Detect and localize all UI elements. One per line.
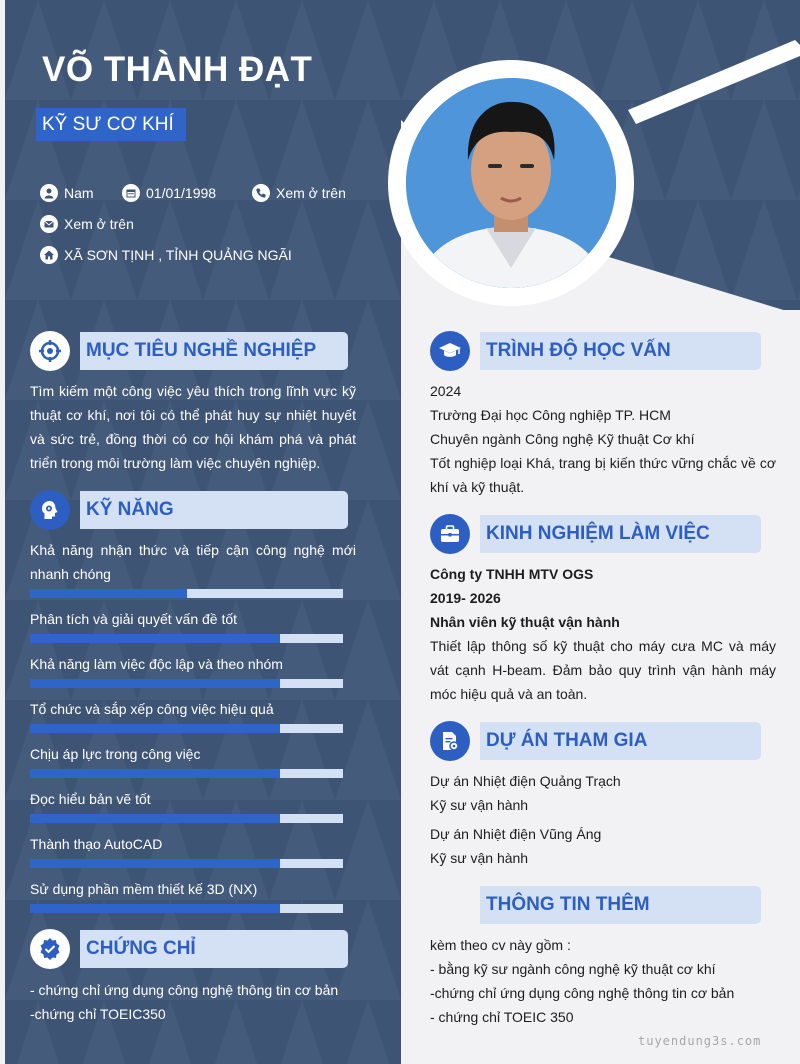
birthdate-row — [122, 184, 216, 202]
objective-header — [30, 331, 348, 371]
skill-name: Chịu áp lực trong công việc — [30, 746, 201, 762]
skills-header — [30, 490, 348, 530]
education-header — [430, 331, 761, 371]
skill-name: Thành thạo AutoCAD — [30, 836, 163, 852]
certificate-item: -chứng chỉ TOEIC350 — [30, 1006, 166, 1022]
project-role: Kỹ sư vận hành — [430, 850, 529, 866]
project-role: Kỹ sư vận hành — [430, 797, 529, 813]
skill-level-fill — [30, 724, 280, 733]
skill-level-fill — [30, 859, 280, 868]
phone-value: Xem ở trên — [276, 185, 346, 201]
experience-description: Thiết lập thông số kỹ thuật cho máy cưa MC và máy vát cạnh H-beam. Đảm bảo quy trình vận hành máy móc hiệu quả và an toàn. — [430, 638, 776, 702]
experience-company: Công ty TNHH MTV OGS — [430, 566, 594, 582]
skill-level-fill — [30, 769, 280, 778]
certificate-badge-icon — [30, 929, 70, 969]
portrait-illustration — [406, 78, 616, 288]
education-school: Trường Đại học Công nghiệp TP. HCM — [430, 407, 671, 423]
skill-level-bar — [30, 859, 343, 868]
skill-name: Tổ chức và sắp xếp công việc hiệu quả — [30, 701, 274, 717]
phone-row — [252, 184, 346, 202]
education-note: Tốt nghiệp loại Khá, trang bị kiến thức vững chắc về cơ khí và kỹ thuật. — [430, 455, 776, 495]
skill-name: Phân tích và giải quyết vấn đề tốt — [30, 611, 238, 627]
brain-gear-icon — [30, 490, 70, 530]
skill-level-bar — [30, 814, 343, 823]
skill-level-bar — [30, 904, 343, 913]
skill-level-bar — [30, 769, 343, 778]
projects-header — [430, 721, 761, 761]
additional-header — [430, 885, 761, 925]
education-year: 2024 — [430, 383, 462, 399]
certificates-heading: CHỨNG CHỈ — [80, 930, 348, 968]
certificate-item: - chứng chỉ ứng dụng công nghệ thông tin cơ bản — [30, 982, 339, 998]
address-value: XÃ SƠN TỊNH , TỈNH QUẢNG NGÃI — [64, 247, 292, 263]
skill-level-fill — [30, 814, 280, 823]
skill-level-bar — [30, 589, 343, 598]
email-icon — [40, 215, 58, 233]
skill-level-bar — [30, 724, 343, 733]
birthdate-value: 01/01/1998 — [146, 185, 217, 201]
skill-level-fill — [30, 679, 280, 688]
skill-level-fill — [30, 904, 280, 913]
additional-line: -chứng chỉ ứng dụng công nghệ thông tin cơ bản — [430, 985, 735, 1001]
experience-period: 2019- 2026 — [430, 590, 501, 606]
job-title-badge: KỸ SƯ CƠ KHÍ — [36, 108, 186, 141]
skill-name: Đọc hiểu bản vẽ tốt — [30, 791, 151, 807]
address-row — [40, 246, 292, 264]
skill-level-fill — [30, 634, 280, 643]
briefcase-icon — [430, 514, 470, 554]
additional-line: - chứng chỉ TOEIC 350 — [430, 1009, 574, 1025]
experience-heading: KINH NGHIỆM LÀM VIỆC — [480, 515, 761, 553]
experience-role: Nhân viên kỹ thuật vận hành — [430, 614, 620, 630]
gender-value: Nam — [64, 185, 94, 201]
skill-level-fill — [30, 589, 187, 598]
gender-row — [40, 184, 94, 202]
additional-line: - bằng kỹ sư ngành công nghệ kỹ thuật cơ khí — [430, 961, 716, 977]
avatar — [406, 78, 616, 288]
target-icon — [30, 331, 70, 371]
skill-name: Khả năng làm việc độc lập và theo nhóm — [30, 656, 283, 672]
phone-icon — [252, 184, 270, 202]
home-icon — [40, 246, 58, 264]
project-name: Dự án Nhiệt điện Quảng Trạch — [430, 773, 621, 789]
additional-line: kèm theo cv này gồm : — [430, 937, 571, 953]
skill-level-bar — [30, 679, 343, 688]
skill-name: Sử dụng phần mềm thiết kế 3D (NX) — [30, 881, 258, 897]
skill-level-bar — [30, 634, 343, 643]
candidate-name: VÕ THÀNH ĐẠT — [42, 50, 313, 89]
project-name: Dự án Nhiệt điện Vũng Áng — [430, 826, 602, 842]
education-major: Chuyên ngành Công nghệ Kỹ thuật Cơ khí — [430, 431, 695, 447]
email-row — [40, 215, 134, 233]
calendar-icon — [122, 184, 140, 202]
user-icon — [40, 184, 58, 202]
email-value: Xem ở trên — [64, 216, 134, 232]
graduation-cap-icon — [430, 331, 470, 371]
objective-text: Tìm kiếm một công việc yêu thích trong lĩnh vực kỹ thuật cơ khí, nơi tôi có thể phát huy sự nhiệt huyết và sức trẻ, đồng thời có cơ hội khám phá và phát triển trong môi trường làm việc chuyên nghiệp. — [30, 383, 356, 471]
education-heading: TRÌNH ĐỘ HỌC VẤN — [480, 332, 761, 370]
objective-heading: MỤC TIÊU NGHỀ NGHIỆP — [80, 332, 348, 370]
projects-heading: DỰ ÁN THAM GIA — [480, 722, 761, 760]
skill-name: Khả năng nhận thức và tiếp cận công nghệ mới nhanh chóng — [30, 542, 356, 582]
certificates-header — [30, 929, 348, 969]
additional-heading: THÔNG TIN THÊM — [480, 886, 761, 924]
watermark: tuyendung3s.com — [638, 1034, 762, 1048]
document-settings-icon — [430, 721, 470, 761]
skills-heading: KỸ NĂNG — [80, 491, 348, 529]
experience-header — [430, 514, 761, 554]
